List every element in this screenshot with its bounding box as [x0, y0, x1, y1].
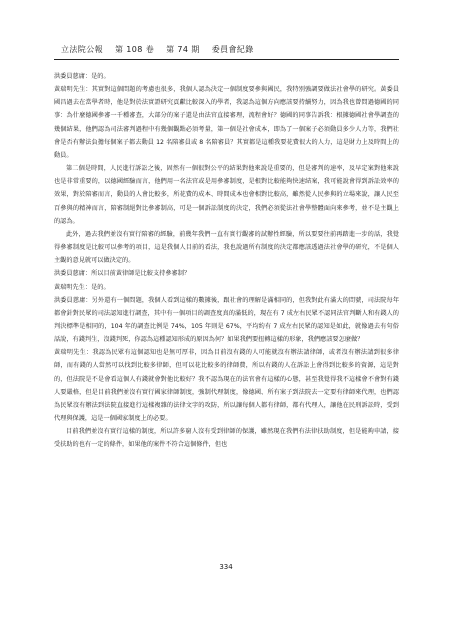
page-header [61, 44, 263, 55]
paragraph-text: 第二個是時間，人民進行訴訟之後，固然有一個很對公平的結果對他來說是重要的，但是審判的速率，及早定案對他來說也是非常重要的，以德國經驗而言，他們用一名法官或是用參審制度，是根對比較能夠快速結案，我可能說會得到訴訟效率的效果，對於陪審而言，動員的人會比較多，所花費的成本、時間成本也會相對比較高，雖然從人民參與的立場來說，讓人民至百參與的精神而言，陪審制絕對比參審制高，可是一個訴訟制度的決定，我們必須從法社會學整體面向來參考，並不是主觀上的認為。 [54, 165, 399, 225]
paragraph-text: 目前我們並沒有實行這樣的制度，所以許多窮人沒有受到律師的保護，雖然現在我們有法律扶助制度，但是能夠申請，接受扶助的也有一定的條件，如果他的案件不符合這個條件，但也 [54, 428, 399, 449]
publication-title: 立法院公報 [61, 45, 103, 54]
speaker-label: 洪委員慈庸： [54, 270, 92, 278]
transcript-paragraph [54, 281, 399, 294]
transcript-paragraph [54, 70, 399, 83]
speaker-label: 洪委員慈庸： [54, 296, 92, 304]
transcript-paragraph [54, 228, 399, 267]
speaker-label: 黃瑞明先生： [54, 86, 92, 94]
paragraph-text: 是的。 [91, 283, 110, 291]
paragraph-text: 此外，過去我們並沒有實行陪審的經驗，前幾年我們一直有實行觀審的試辦性經驗，所以要要往前再踏進一步的話，我覺得參審制度是比較可以參考的項目，這是我個人目前的看法，我也說過所有制度的決定都應該透過法社會學的研究，不是個人主觀的意見就可以做決定的。 [54, 230, 399, 265]
transcript-paragraph [54, 162, 399, 228]
transcript-paragraph [54, 425, 399, 451]
speaker-label: 洪委員慈庸： [54, 73, 92, 80]
transcript-paragraph [54, 346, 399, 425]
speaker-label: 黃瑞明先生： [54, 283, 92, 291]
page-number: 334 [219, 563, 233, 571]
section-title: 委員會紀錄 [211, 45, 254, 54]
paragraph-text: 所以目前黃律師是比較支持參審制？ [91, 270, 191, 278]
speaker-label: 黃瑞明先生： [54, 349, 93, 357]
transcript-paragraph [54, 294, 399, 347]
transcript-body [54, 70, 399, 452]
paragraph-text: 其實對這個問題的考慮也很多，我個人認為決定一個制度要參與國民，我特別強調要做法社會學的研究。黃委員國昌過去在當學者時，他是對於法實證研究貢獻比較深入的學者，我認為這個方向應該要持續努力，因為我也曾問過德國的同事：為什麼德國參審一千種審查，大部分的案子還是由法官直接審理，流程會好？德國的同事告訴我：根據德國社會學調查的幾個結果，他們認為司法審判過程中有幾個觀點必須考量，第一個是社會成本，即為了一個案子必須動員多少人力等，我們社會是否有辦法負擔每個案子都去動員 12 名陪審員或 8 名陪審員？其實都是這種我要花費很大的人力，這是財力上及時間上的動員。 [54, 86, 400, 159]
paragraph-text: 另外還有一個問題，我個人看到這樣的數據後，跟社會的理解是滿相同的，但我對此有滿大的問號，司法院每年都會針對民眾的司法認知進行調查，其中有一個項目的調查度真的滿低的，現在有 7 成左右民眾不認同法官判斷人和有錢人的判決標準是相同的，104 年的調查比例是 74%，105 年則是 67%，平均約有 7 成左右民眾的認知是如此，就像過去有句俗話說，有錢判生，沒錢判死，你認為這種認知形成的原因為何？如果我們要扭轉這樣的形象，我們應該要怎麼做？ [54, 296, 400, 344]
transcript-paragraph [54, 83, 399, 162]
paragraph-text: 是的。 [91, 73, 110, 80]
issue-number: 第 74 期 [166, 45, 200, 54]
paragraph-text: 我認為民眾有這個認知也是無可厚非，因為目前沒有錢的人可能就沒有辦法請律師，或者沒有辦法請到很多律師，而有錢的人當然可以找到比較多律師，但可以花比較多的律師費，所以有錢的人在訴訟上會得到比較多的資源，這是對的，但法院是不是會看這個人有錢就會對他比較好？我不認為現在的法官會有這樣的心態，甚至我覺得我不這樣會不會對有錢人要嚴格，但是目前我們並沒有實行國家律師制度，強制代理制度，像德國、所有案子到法院去一定要有律師來代理，也們認為民眾沒有辦法到法院直接進行這樣複雜的法律文字的攻防，所以讓每個人都有律師，都有代理人，讓他在民刑訴訟時，受到代理與保護，這是一個國家制度上的必要。 [54, 349, 400, 423]
volume-number: 第 108 卷 [114, 45, 155, 54]
header-rule [54, 59, 399, 60]
transcript-paragraph [54, 267, 399, 280]
